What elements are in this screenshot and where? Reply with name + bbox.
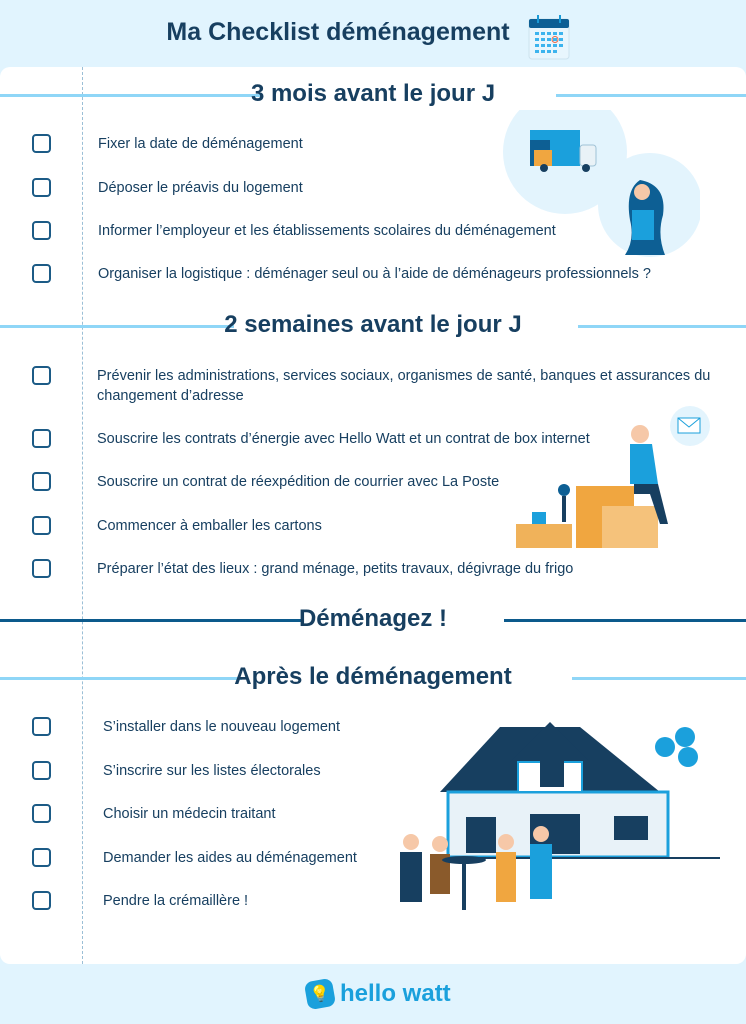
- checkbox[interactable]: [32, 848, 51, 867]
- item-label: S’inscrire sur les listes électorales: [103, 763, 321, 779]
- checkbox[interactable]: [32, 429, 51, 448]
- item-label: Fixer la date de déménagement: [98, 136, 303, 152]
- item-label: Choisir un médecin traitant: [103, 806, 276, 822]
- item-label: Demander les aides au déménagement: [103, 850, 357, 866]
- boxes-man-illustration: [512, 402, 712, 552]
- checkbox[interactable]: [32, 891, 51, 910]
- brand-name: hello watt: [340, 980, 451, 1007]
- item-label: Organiser la logistique : déménager seul ou à l’aide de déménageurs professionnels ?: [98, 266, 651, 282]
- checkbox[interactable]: [32, 134, 51, 153]
- item-label: Pendre la crémaillère !: [103, 893, 249, 909]
- item-label: Commencer à emballer les cartons: [97, 518, 322, 534]
- heading-text: 2 semaines avant le jour J: [224, 311, 522, 338]
- hello-watt-logo: [306, 980, 451, 1008]
- checkbox[interactable]: [32, 366, 51, 385]
- item-label: Informer l’employeur et les établissements scolaires du déménagement: [98, 223, 556, 239]
- checkbox[interactable]: [32, 516, 51, 535]
- house-party-illustration: [370, 712, 730, 937]
- calendar-icon: [528, 14, 570, 60]
- section-heading-2-semaines: [0, 311, 746, 341]
- checkbox[interactable]: [32, 221, 51, 240]
- checkbox[interactable]: [32, 761, 51, 780]
- checkbox[interactable]: [32, 264, 51, 283]
- item-label: Préparer l’état des lieux : grand ménage, petits travaux, dégivrage du frigo: [97, 561, 574, 577]
- margin-line: [82, 67, 83, 964]
- checkbox[interactable]: [32, 178, 51, 197]
- page-title: Ma Checklist déménagement: [166, 18, 510, 46]
- item-label: Souscrire un contrat de réexpédition de courrier avec La Poste: [97, 474, 500, 490]
- item-label: S’installer dans le nouveau logement: [103, 719, 340, 735]
- lightbulb-icon: 💡: [304, 978, 336, 1010]
- section-heading-apres: [0, 663, 746, 693]
- item-label: Prévenir les administrations, services sociaux, organismes de santé, banques et assurances du changement d’adresse: [97, 368, 711, 404]
- truck-woman-illustration: [500, 110, 700, 260]
- heading-text: Déménagez !: [298, 605, 448, 632]
- checkbox[interactable]: [32, 472, 51, 491]
- item-label: Déposer le préavis du logement: [98, 180, 303, 196]
- section-heading-demenagez: [0, 605, 746, 635]
- heading-text: 3 mois avant le jour J: [250, 80, 496, 107]
- checkbox[interactable]: [32, 559, 51, 578]
- heading-text: Après le déménagement: [234, 663, 512, 690]
- section-heading-3-mois: [0, 80, 746, 110]
- checkbox[interactable]: [32, 717, 51, 736]
- checkbox[interactable]: [32, 804, 51, 823]
- item-label: Souscrire les contrats d’énergie avec Hello Watt et un contrat de box internet: [97, 431, 590, 447]
